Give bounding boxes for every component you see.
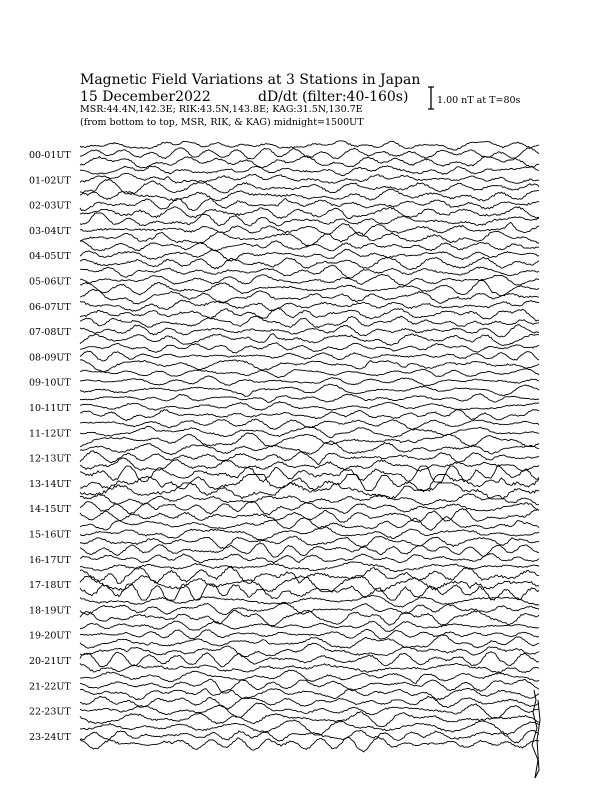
station-trace — [80, 679, 539, 693]
hour-label: 08-09UT — [29, 352, 71, 364]
hour-label: 04-05UT — [29, 251, 71, 263]
hour-label: 07-08UT — [29, 327, 71, 339]
station-trace — [80, 419, 539, 429]
station-trace — [80, 241, 539, 251]
station-trace — [80, 334, 539, 346]
station-trace — [80, 148, 539, 159]
hour-label: 22-23UT — [29, 706, 71, 718]
station-trace — [80, 409, 539, 420]
station-trace — [80, 451, 539, 465]
station-trace — [80, 402, 539, 411]
hour-label: 00-01UT — [29, 150, 71, 161]
station-trace — [80, 576, 539, 592]
component-label: dD/dt (filter:40-160s) — [258, 89, 409, 105]
station-trace — [80, 610, 539, 625]
station-trace — [80, 198, 539, 210]
station-trace — [80, 737, 539, 752]
station-trace — [80, 231, 539, 246]
station-trace — [80, 281, 539, 296]
hour-label: 02-03UT — [29, 200, 71, 212]
station-trace — [80, 369, 539, 378]
station-order-note: (from bottom to top, MSR, RIK, & KAG) midnight=1500UT — [80, 117, 364, 128]
scale-bar-label: 1.00 nT at T=80s — [437, 95, 521, 106]
station-trace — [80, 635, 539, 648]
station-trace — [80, 394, 539, 402]
hour-label: 15-16UT — [29, 529, 71, 541]
hour-label: 09-10UT — [29, 377, 71, 389]
station-trace — [80, 308, 539, 321]
station-trace — [80, 475, 539, 491]
station-trace — [80, 712, 539, 727]
station-trace — [80, 141, 539, 150]
station-trace — [80, 316, 539, 328]
hour-label: 03-04UT — [29, 225, 71, 237]
station-trace — [80, 376, 539, 386]
station-coordinates: MSR:44.4N,142.3E; RIK:43.5N,143.8E; KAG:31.5N,130.7E — [80, 104, 363, 115]
station-trace — [80, 703, 539, 718]
chart-title: Magnetic Field Variations at 3 Stations in Japan — [80, 72, 421, 88]
hour-label: 21-22UT — [29, 681, 71, 693]
station-trace — [80, 257, 539, 269]
hour-label: 01-02UT — [29, 175, 71, 187]
station-trace — [80, 360, 539, 372]
station-trace — [80, 458, 539, 472]
station-trace — [80, 300, 539, 311]
station-trace — [80, 584, 539, 600]
station-trace — [80, 351, 539, 361]
station-trace — [80, 630, 539, 640]
station-trace — [80, 483, 539, 499]
hour-label: 23-24UT — [29, 731, 71, 743]
hour-label: 17-18UT — [29, 580, 71, 592]
hour-label: 10-11UT — [29, 403, 71, 414]
station-trace — [80, 166, 539, 176]
station-trace — [80, 173, 539, 183]
hour-label: 13-14UT — [29, 478, 71, 490]
station-trace — [80, 384, 539, 396]
chart-date: 15 December2022 — [80, 89, 211, 105]
hour-label: 20-21UT — [29, 656, 71, 667]
station-trace — [80, 207, 539, 219]
scale-bar — [428, 87, 434, 109]
station-trace — [80, 343, 539, 353]
station-trace — [80, 222, 539, 236]
hour-label: 18-19UT — [29, 605, 71, 617]
station-trace — [80, 289, 539, 304]
hour-label: 19-20UT — [29, 630, 71, 642]
station-trace — [80, 441, 539, 455]
station-trace — [80, 249, 539, 261]
station-trace — [80, 274, 539, 285]
hour-label: 16-17UT — [29, 554, 71, 566]
station-trace — [80, 670, 539, 683]
station-trace — [80, 731, 539, 743]
hour-label: 05-06UT — [29, 276, 71, 288]
hour-label: 06-07UT — [29, 301, 71, 313]
station-trace — [80, 179, 539, 195]
station-trace — [80, 527, 539, 541]
station-trace — [80, 562, 539, 572]
station-trace — [80, 433, 539, 447]
hour-label: 14-15UT — [29, 504, 71, 516]
hour-label: 12-13UT — [29, 453, 71, 465]
station-trace — [80, 663, 539, 672]
hour-label: 11-12UT — [29, 428, 71, 440]
station-trace — [80, 554, 539, 563]
station-trace — [80, 213, 539, 226]
station-trace — [80, 501, 539, 515]
station-trace — [80, 621, 539, 631]
